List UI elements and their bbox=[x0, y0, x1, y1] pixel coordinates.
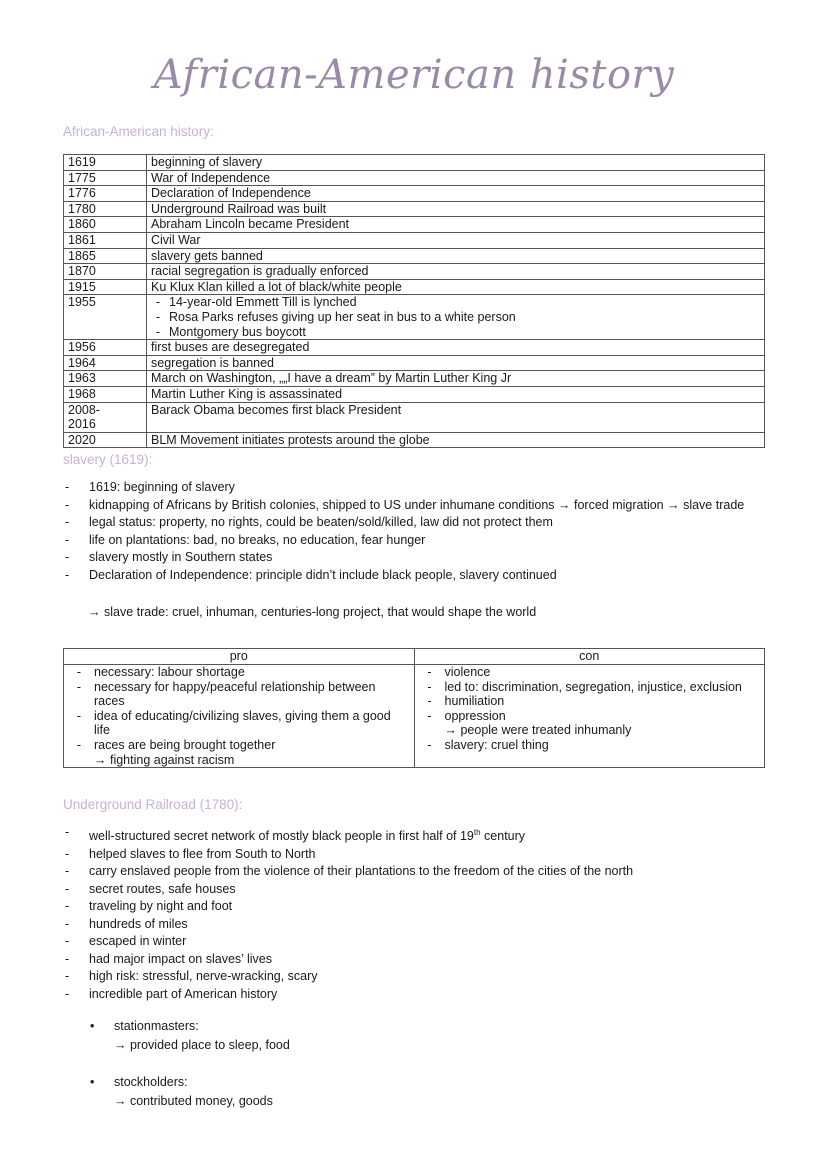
list-item-text: traveling by night and foot bbox=[89, 899, 233, 914]
year-cell: 1915 bbox=[64, 279, 147, 295]
dash-bullet: - bbox=[427, 737, 432, 752]
list-item bbox=[63, 514, 763, 532]
list-item-text: slavery mostly in Southern states bbox=[89, 550, 273, 564]
con-item bbox=[415, 680, 765, 695]
list-item-text: life on plantations: bad, no breaks, no education, fear hunger bbox=[89, 532, 426, 547]
list-item bbox=[63, 951, 763, 969]
con-item-text: violence bbox=[444, 665, 491, 679]
slavery-conclusion: → slave trade: cruel, inhuman, centuries-long project, that would shape the world bbox=[88, 605, 537, 619]
dash-bullet: - bbox=[76, 708, 82, 723]
event-cell: Ku Klux Klan killed a lot of black/white people bbox=[147, 279, 765, 295]
pro-item-text: races are being brought together bbox=[94, 737, 276, 752]
pro-item bbox=[64, 709, 414, 738]
year-cell: 2020 bbox=[64, 432, 147, 448]
list-item bbox=[63, 863, 763, 881]
con-item-text: oppression bbox=[444, 708, 506, 723]
role-name: stockholders: bbox=[114, 1075, 188, 1089]
list-item bbox=[63, 933, 763, 951]
list-item bbox=[63, 916, 763, 934]
event-cell: Barack Obama becomes first black President bbox=[147, 402, 765, 432]
event-cell: Declaration of Independence bbox=[147, 186, 765, 202]
dash-bullet: - bbox=[65, 825, 70, 839]
role-item bbox=[90, 1017, 290, 1036]
dash-bullet: - bbox=[65, 567, 70, 582]
con-header: con bbox=[414, 649, 765, 665]
dash-bullet: - bbox=[65, 899, 70, 914]
pro-header: pro bbox=[64, 649, 415, 665]
pro-item bbox=[64, 738, 414, 753]
dash-bullet: - bbox=[65, 986, 70, 1001]
table-row bbox=[64, 295, 765, 340]
railroad-heading: Underground Railroad (1780): bbox=[63, 797, 243, 812]
dash-bullet: - bbox=[65, 532, 70, 547]
list-item-text: kidnapping of Africans by British colonies, shipped to US under inhumane conditions → forced migration → slave trade bbox=[89, 497, 745, 512]
list-item bbox=[63, 846, 763, 864]
table-row bbox=[64, 201, 765, 217]
list-item bbox=[63, 986, 763, 1004]
list-item-text-end: century bbox=[480, 829, 526, 844]
list-item bbox=[63, 824, 763, 846]
year-cell: 1956 bbox=[64, 340, 147, 356]
table-row bbox=[64, 355, 765, 371]
year-cell: 1860 bbox=[64, 217, 147, 233]
year-cell: 1870 bbox=[64, 264, 147, 280]
role-item bbox=[90, 1073, 290, 1092]
list-item bbox=[63, 532, 763, 550]
dash-bullet: - bbox=[76, 737, 82, 752]
dash-bullet: - bbox=[427, 708, 432, 723]
year-cell: 1964 bbox=[64, 355, 147, 371]
timeline-table bbox=[63, 154, 765, 448]
sub-item-text: 14-year-old Emmett Till is lynched bbox=[169, 295, 357, 310]
table-row bbox=[64, 386, 765, 402]
table-row bbox=[64, 402, 765, 432]
year-cell: 1861 bbox=[64, 232, 147, 248]
list-item-text: hundreds of miles bbox=[89, 916, 188, 931]
dash-bullet: - bbox=[155, 309, 161, 324]
dash-bullet: - bbox=[76, 679, 82, 694]
event-cell: segregation is banned bbox=[147, 355, 765, 371]
bullet-dot-icon: • bbox=[90, 1075, 95, 1089]
table-row bbox=[64, 371, 765, 387]
dash-bullet: - bbox=[65, 951, 70, 966]
sub-item bbox=[147, 325, 760, 340]
con-item bbox=[415, 738, 765, 753]
list-item-text: incredible part of American history bbox=[89, 986, 278, 1001]
dash-bullet: - bbox=[427, 694, 432, 709]
event-cell: BLM Movement initiates protests around the globe bbox=[147, 432, 765, 448]
list-item-text: had major impact on slaves’ lives bbox=[89, 951, 272, 966]
year-cell: 1780 bbox=[64, 201, 147, 217]
dash-bullet: - bbox=[76, 665, 82, 679]
con-item bbox=[415, 709, 765, 724]
pro-item bbox=[64, 680, 414, 709]
dash-bullet: - bbox=[427, 665, 432, 679]
dash-bullet: - bbox=[65, 969, 70, 984]
table-row bbox=[64, 217, 765, 233]
con-column bbox=[414, 665, 765, 768]
list-item bbox=[63, 881, 763, 899]
event-cell: Civil War bbox=[147, 232, 765, 248]
dash-bullet: - bbox=[65, 515, 70, 529]
pro-arrow-note: → fighting against racism bbox=[94, 752, 235, 767]
role-name: stationmasters: bbox=[114, 1019, 199, 1033]
con-item-text: slavery: cruel thing bbox=[444, 737, 549, 752]
sub-item bbox=[147, 310, 760, 325]
event-cell: War of Independence bbox=[147, 170, 765, 186]
role-block bbox=[90, 1073, 290, 1111]
dash-bullet: - bbox=[65, 916, 70, 931]
slavery-list bbox=[63, 479, 763, 584]
event-cell: slavery gets banned bbox=[147, 248, 765, 264]
list-item bbox=[63, 898, 763, 916]
dash-bullet: - bbox=[65, 480, 70, 494]
dash-bullet: - bbox=[65, 846, 70, 861]
list-item-text: carry enslaved people from the violence of their plantations to the freedom of the cities of the north bbox=[89, 864, 634, 879]
pro-item bbox=[64, 665, 414, 680]
list-item-text: Declaration of Independence: principle didn’t include black people, slavery continued bbox=[89, 567, 557, 582]
pro-item-text: necessary: labour shortage bbox=[94, 665, 245, 679]
dash-bullet: - bbox=[65, 550, 70, 564]
railroad-list bbox=[63, 824, 763, 1003]
timeline-heading: African-American history: bbox=[63, 124, 214, 139]
con-item bbox=[415, 694, 765, 709]
role-detail: → provided place to sleep, food bbox=[114, 1038, 290, 1052]
year-cell: 1865 bbox=[64, 248, 147, 264]
con-arrow-note: → people were treated inhumanly bbox=[444, 723, 632, 738]
role-block bbox=[90, 1017, 290, 1055]
event-cell: racial segregation is gradually enforced bbox=[147, 264, 765, 280]
event-cell: March on Washington, „„I have a dream” by Martin Luther King Jr bbox=[147, 371, 765, 387]
list-item bbox=[63, 497, 763, 515]
table-row bbox=[64, 186, 765, 202]
year-cell: 1619 bbox=[64, 155, 147, 171]
list-item-text: secret routes, safe houses bbox=[89, 881, 236, 896]
list-item-text: legal status: property, no rights, could be beaten/sold/killed, law did not protect them bbox=[89, 515, 553, 529]
sub-item bbox=[147, 295, 760, 310]
list-item bbox=[63, 968, 763, 986]
year-cell: 1963 bbox=[64, 371, 147, 387]
con-item bbox=[415, 665, 765, 680]
table-row bbox=[64, 432, 765, 448]
table-row bbox=[64, 170, 765, 186]
pro-con-table bbox=[63, 648, 765, 768]
event-cell bbox=[147, 295, 765, 340]
dash-bullet: - bbox=[65, 934, 70, 949]
roles-list bbox=[90, 1017, 290, 1111]
list-item-text: helped slaves to flee from South to North bbox=[89, 846, 316, 861]
sub-item-text: Rosa Parks refuses giving up her seat in bus to a white person bbox=[169, 309, 516, 324]
dash-bullet: - bbox=[65, 864, 70, 879]
list-item-text: 1619: beginning of slavery bbox=[89, 480, 235, 494]
dash-bullet: - bbox=[65, 497, 70, 512]
pro-item-text: idea of educating/civilizing slaves, giving them a good life bbox=[94, 708, 391, 738]
table-row bbox=[64, 248, 765, 264]
dash-bullet: - bbox=[155, 324, 161, 339]
year-cell: 2008- 2016 bbox=[64, 402, 147, 432]
con-item-text: humiliation bbox=[444, 694, 505, 709]
role-detail: → contributed money, goods bbox=[114, 1094, 273, 1108]
event-cell: first buses are desegregated bbox=[147, 340, 765, 356]
list-item-text: well-structured secret network of mostly black people in first half of 19 bbox=[89, 829, 474, 844]
event-cell: Martin Luther King is assassinated bbox=[147, 386, 765, 402]
dash-bullet: - bbox=[155, 295, 161, 310]
year-cell: 1968 bbox=[64, 386, 147, 402]
event-cell: beginning of slavery bbox=[147, 155, 765, 171]
con-item-text: led to: discrimination, segregation, injustice, exclusion bbox=[444, 679, 742, 694]
table-row bbox=[64, 340, 765, 356]
page-title: African-American history bbox=[153, 52, 675, 98]
year-cell: 1955 bbox=[64, 295, 147, 340]
sub-item-text: Montgomery bus boycott bbox=[169, 324, 306, 339]
list-item-text: high risk: stressful, nerve-wracking, scary bbox=[89, 969, 318, 984]
event-cell: Abraham Lincoln became President bbox=[147, 217, 765, 233]
table-row bbox=[64, 155, 765, 171]
table-row bbox=[64, 279, 765, 295]
superscript: th bbox=[473, 828, 481, 837]
dash-bullet: - bbox=[65, 881, 70, 896]
year-cell: 1775 bbox=[64, 170, 147, 186]
year-cell: 1776 bbox=[64, 186, 147, 202]
bullet-dot-icon: • bbox=[90, 1019, 95, 1033]
pro-column bbox=[64, 665, 415, 768]
pro-item-text: necessary for happy/peaceful relationship between races bbox=[94, 679, 376, 709]
table-row bbox=[64, 264, 765, 280]
list-item bbox=[63, 549, 763, 567]
list-item bbox=[63, 567, 763, 585]
dash-bullet: - bbox=[427, 679, 432, 694]
table-row bbox=[64, 232, 765, 248]
slavery-heading: slavery (1619): bbox=[63, 452, 153, 467]
event-cell: Underground Railroad was built bbox=[147, 201, 765, 217]
list-item bbox=[63, 479, 763, 497]
list-item-text: escaped in winter bbox=[89, 934, 187, 949]
